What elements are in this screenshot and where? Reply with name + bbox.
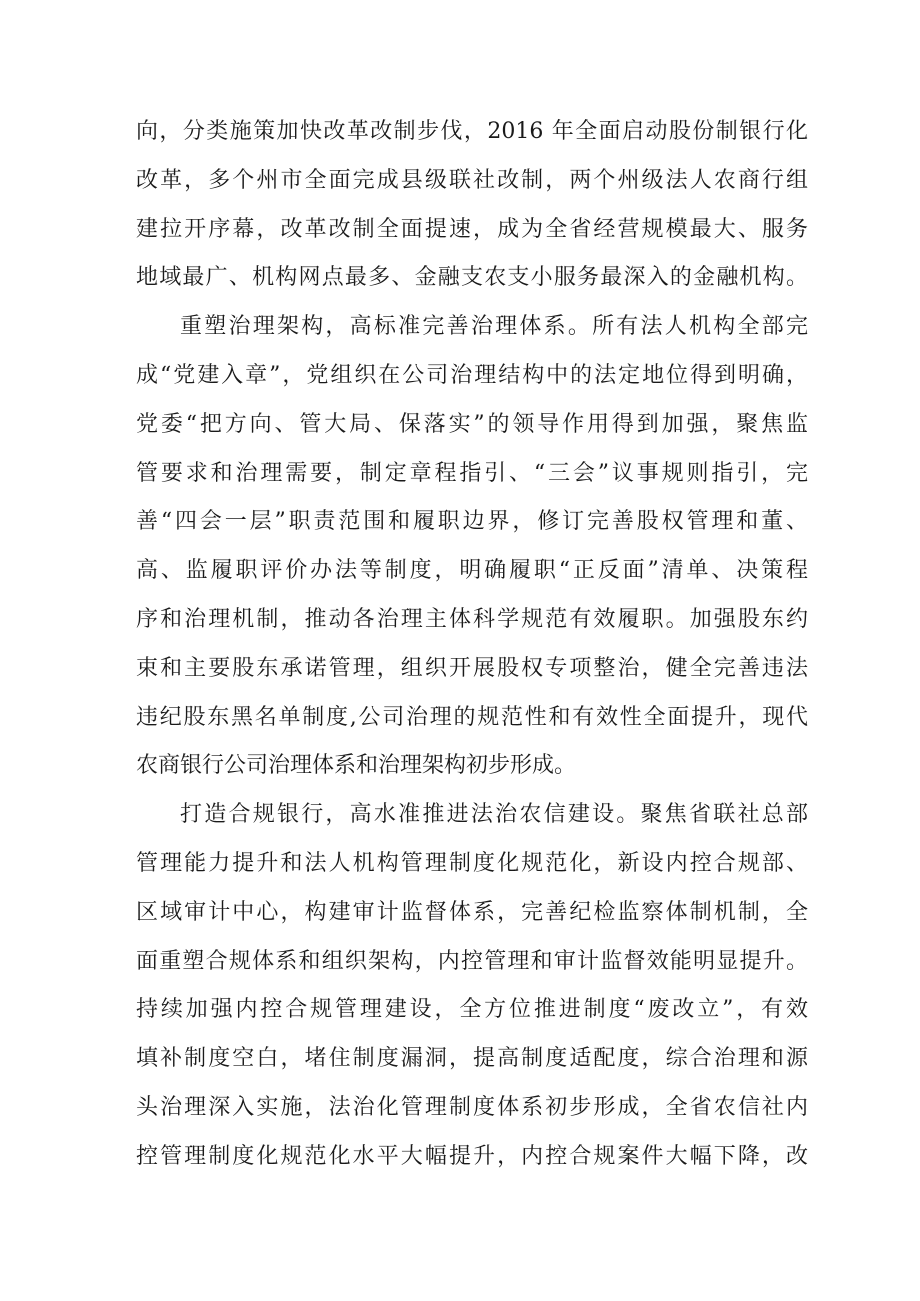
text-line-7: 党委“把方向、管大局、保落实”的领导作用得到加强，聚焦监	[136, 411, 808, 437]
text-line-3: 建拉开序幕，改革改制全面提速，成为全省经营规模最大、服务	[136, 216, 808, 242]
text-line-8: 管要求和治理需要，制定章程指引、“三会”议事规则指引，完	[136, 460, 808, 486]
text-line-14: 农商银行公司治理体系和治理架构初步形成。	[136, 753, 577, 779]
text-line-19: 持续加强内控合规管理建设，全方位推进制度“废改立”，有效	[136, 997, 808, 1023]
text-line-20: 填补制度空白，堵住制度漏洞，提高制度适配度，综合治理和源	[136, 1046, 808, 1072]
text-line-22: 控管理制度化规范化水平大幅提升，内控合规案件大幅下降，改	[136, 1143, 808, 1169]
text-line-11: 序和治理机制，推动各治理主体科学规范有效履职。加强股东约	[136, 606, 808, 632]
text-line-15: 打造合规银行，高水准推进法治农信建设。聚焦省联社总部	[180, 802, 808, 828]
text-line-1: 向，分类施策加快改革改制步伐，2016 年全面启动股份制银行化	[136, 119, 808, 144]
text-line-12: 束和主要股东承诺管理，组织开展股权专项整治，健全完善违法	[136, 655, 808, 681]
text-line-5: 重塑治理架构，高标准完善治理体系。所有法人机构全部完	[180, 314, 808, 340]
text-line-2: 改革，多个州市全面完成县级联社改制，两个州级法人农商行组	[136, 167, 808, 193]
text-line-6: 成“党建入章”，党组织在公司治理结构中的法定地位得到明确，	[136, 362, 808, 388]
text-line-21: 头治理深入实施，法治化管理制度体系初步形成，全省农信社内	[136, 1094, 808, 1120]
body-text	[136, 108, 808, 1182]
text-line-17: 区域审计中心，构建审计监督体系，完善纪检监察体制机制，全	[136, 899, 808, 925]
text-line-10: 高、监履职评价办法等制度，明确履职“正反面”清单、决策程	[136, 558, 808, 584]
text-line-13: 违纪股东黑名单制度,公司治理的规范性和有效性全面提升，现代	[136, 704, 808, 730]
text-line-16: 管理能力提升和法人机构管理制度化规范化，新设内控合规部、	[136, 850, 808, 876]
text-line-4: 地域最广、机构网点最多、金融支农支小服务最深入的金融机构。	[136, 265, 808, 291]
text-line-18: 面重塑合规体系和组织架构，内控管理和审计监督效能明显提升。	[136, 948, 808, 974]
text-line-9: 善“四会一层”职责范围和履职边界，修订完善股权管理和董、	[136, 509, 808, 535]
